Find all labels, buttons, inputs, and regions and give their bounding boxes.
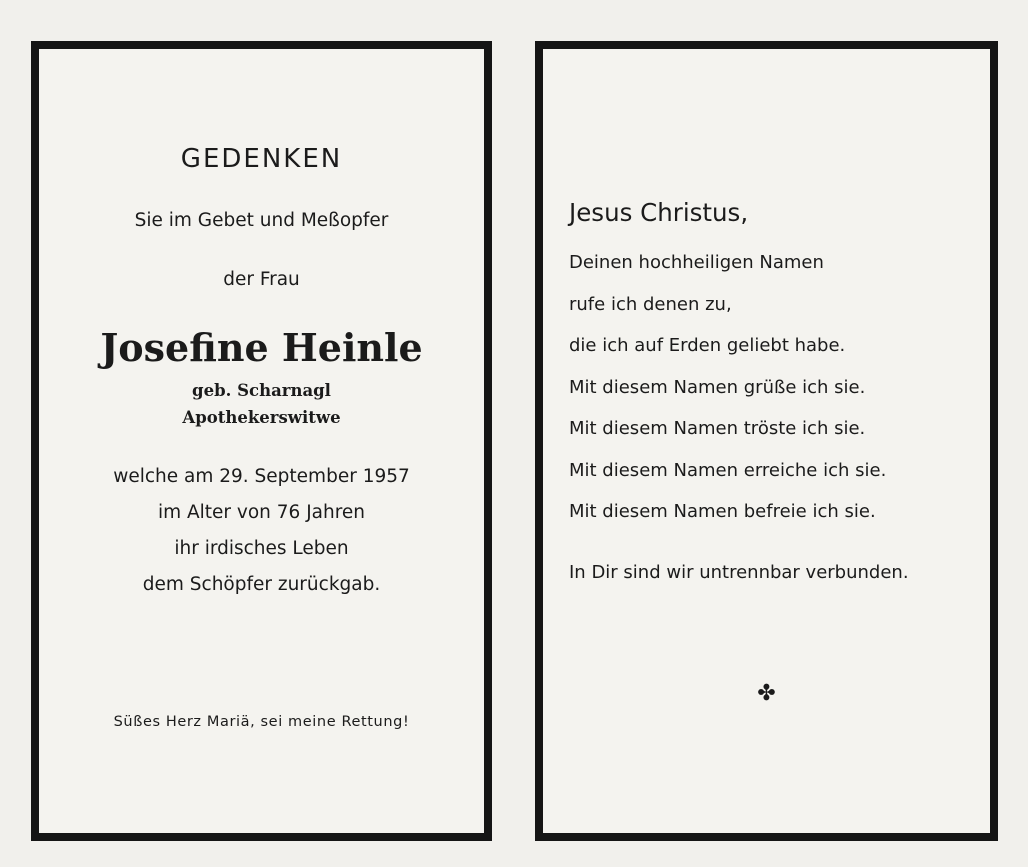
cross-ornament-icon: ✤	[757, 681, 776, 706]
creator-line: dem Schöpfer zurückgab.	[142, 574, 381, 595]
prayer-line: Mit diesem Namen befreie ich sie.	[569, 501, 876, 522]
occupation: Apothekerswitwe	[182, 408, 341, 427]
prayer-line: die ich auf Erden geliebt habe.	[569, 335, 846, 356]
prayer-line: Mit diesem Namen tröste ich sie.	[569, 418, 866, 439]
age-line: im Alter von 76 Jahren	[157, 502, 366, 523]
prayer-line: rufe ich denen zu,	[569, 294, 732, 315]
maiden-name: geb. Scharnagl	[192, 381, 331, 400]
prayer-line: Mit diesem Namen erreiche ich sie.	[569, 460, 887, 481]
prayer-title: Jesus Christus,	[569, 198, 749, 227]
prayer-request-line: Sie im Gebet und Meßopfer	[134, 210, 389, 231]
prayer-closing: In Dir sind wir untrennbar verbunden.	[569, 562, 909, 583]
motto: Süßes Herz Mariä, sei meine Rettung!	[113, 714, 410, 730]
memorial-card-left	[31, 41, 492, 841]
deceased-name: Josefine Heinle	[100, 325, 423, 370]
death-date-line: welche am 29. September 1957	[113, 466, 410, 487]
card-heading: GEDENKEN	[180, 144, 343, 174]
life-line: ihr irdisches Leben	[174, 538, 349, 559]
salutation-line: der Frau	[223, 269, 300, 290]
memorial-card-right	[535, 41, 998, 841]
prayer-line: Mit diesem Namen grüße ich sie.	[569, 377, 866, 398]
prayer-line: Deinen hochheiligen Namen	[569, 252, 824, 273]
